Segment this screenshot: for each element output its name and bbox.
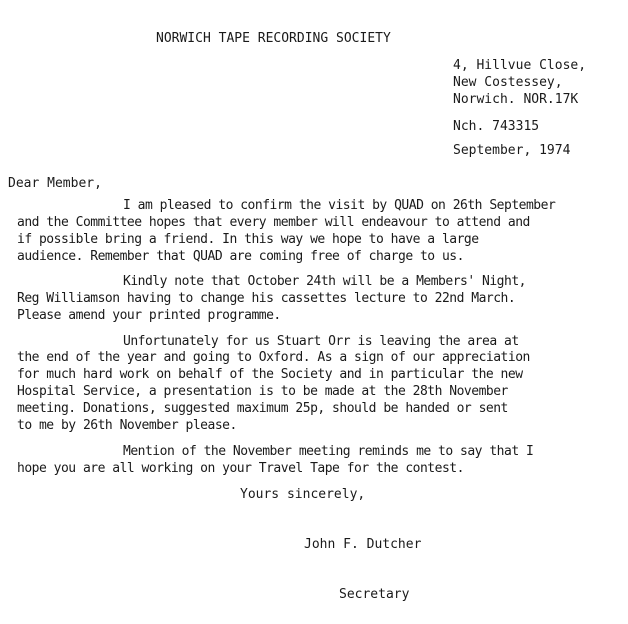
address-line-1: 4, Hillvue Close,	[453, 58, 587, 73]
letter-date: September, 1974	[453, 143, 571, 158]
body-line: meeting. Donations, suggested maximum 25p, should be handed or sent	[17, 401, 508, 416]
body-line: Unfortunately for us Stuart Orr is leaving the area at	[123, 334, 519, 349]
closing: Yours sincerely,	[240, 487, 366, 502]
body-line: the end of the year and going to Oxford. As a sign of our appreciation	[17, 350, 530, 365]
address-line-3: Norwich. NOR.17K	[453, 92, 579, 107]
body-line: Kindly note that October 24th will be a Members' Night,	[123, 274, 526, 289]
body-line: if possible bring a friend. In this way we hope to have a large	[17, 232, 479, 247]
body-line: audience. Remember that QUAD are coming free of charge to us.	[17, 249, 464, 264]
body-line: Hospital Service, a presentation is to be made at the 28th November	[17, 384, 508, 399]
body-line: hope you are all working on your Travel Tape for the contest.	[17, 461, 464, 476]
address-line-2: New Costessey,	[453, 75, 563, 90]
body-line: I am pleased to confirm the visit by QUAD on 26th September	[123, 198, 556, 213]
salutation: Dear Member,	[8, 176, 102, 191]
signatory-name: John F. Dutcher	[304, 537, 422, 552]
body-line: Mention of the November meeting reminds me to say that I	[123, 444, 534, 459]
body-line: to me by 26th November please.	[17, 418, 237, 433]
body-line: Please amend your printed programme.	[17, 308, 281, 323]
signatory-title: Secretary	[339, 587, 410, 602]
body-line: for much hard work on behalf of the Society and in particular the new	[17, 367, 523, 382]
letterhead-title: NORWICH TAPE RECORDING SOCIETY	[156, 31, 391, 46]
phone-number: Nch. 743315	[453, 119, 540, 134]
body-line: and the Committee hopes that every member will endeavour to attend and	[17, 215, 530, 230]
body-line: Reg Williamson having to change his cassettes lecture to 22nd March.	[17, 291, 516, 306]
